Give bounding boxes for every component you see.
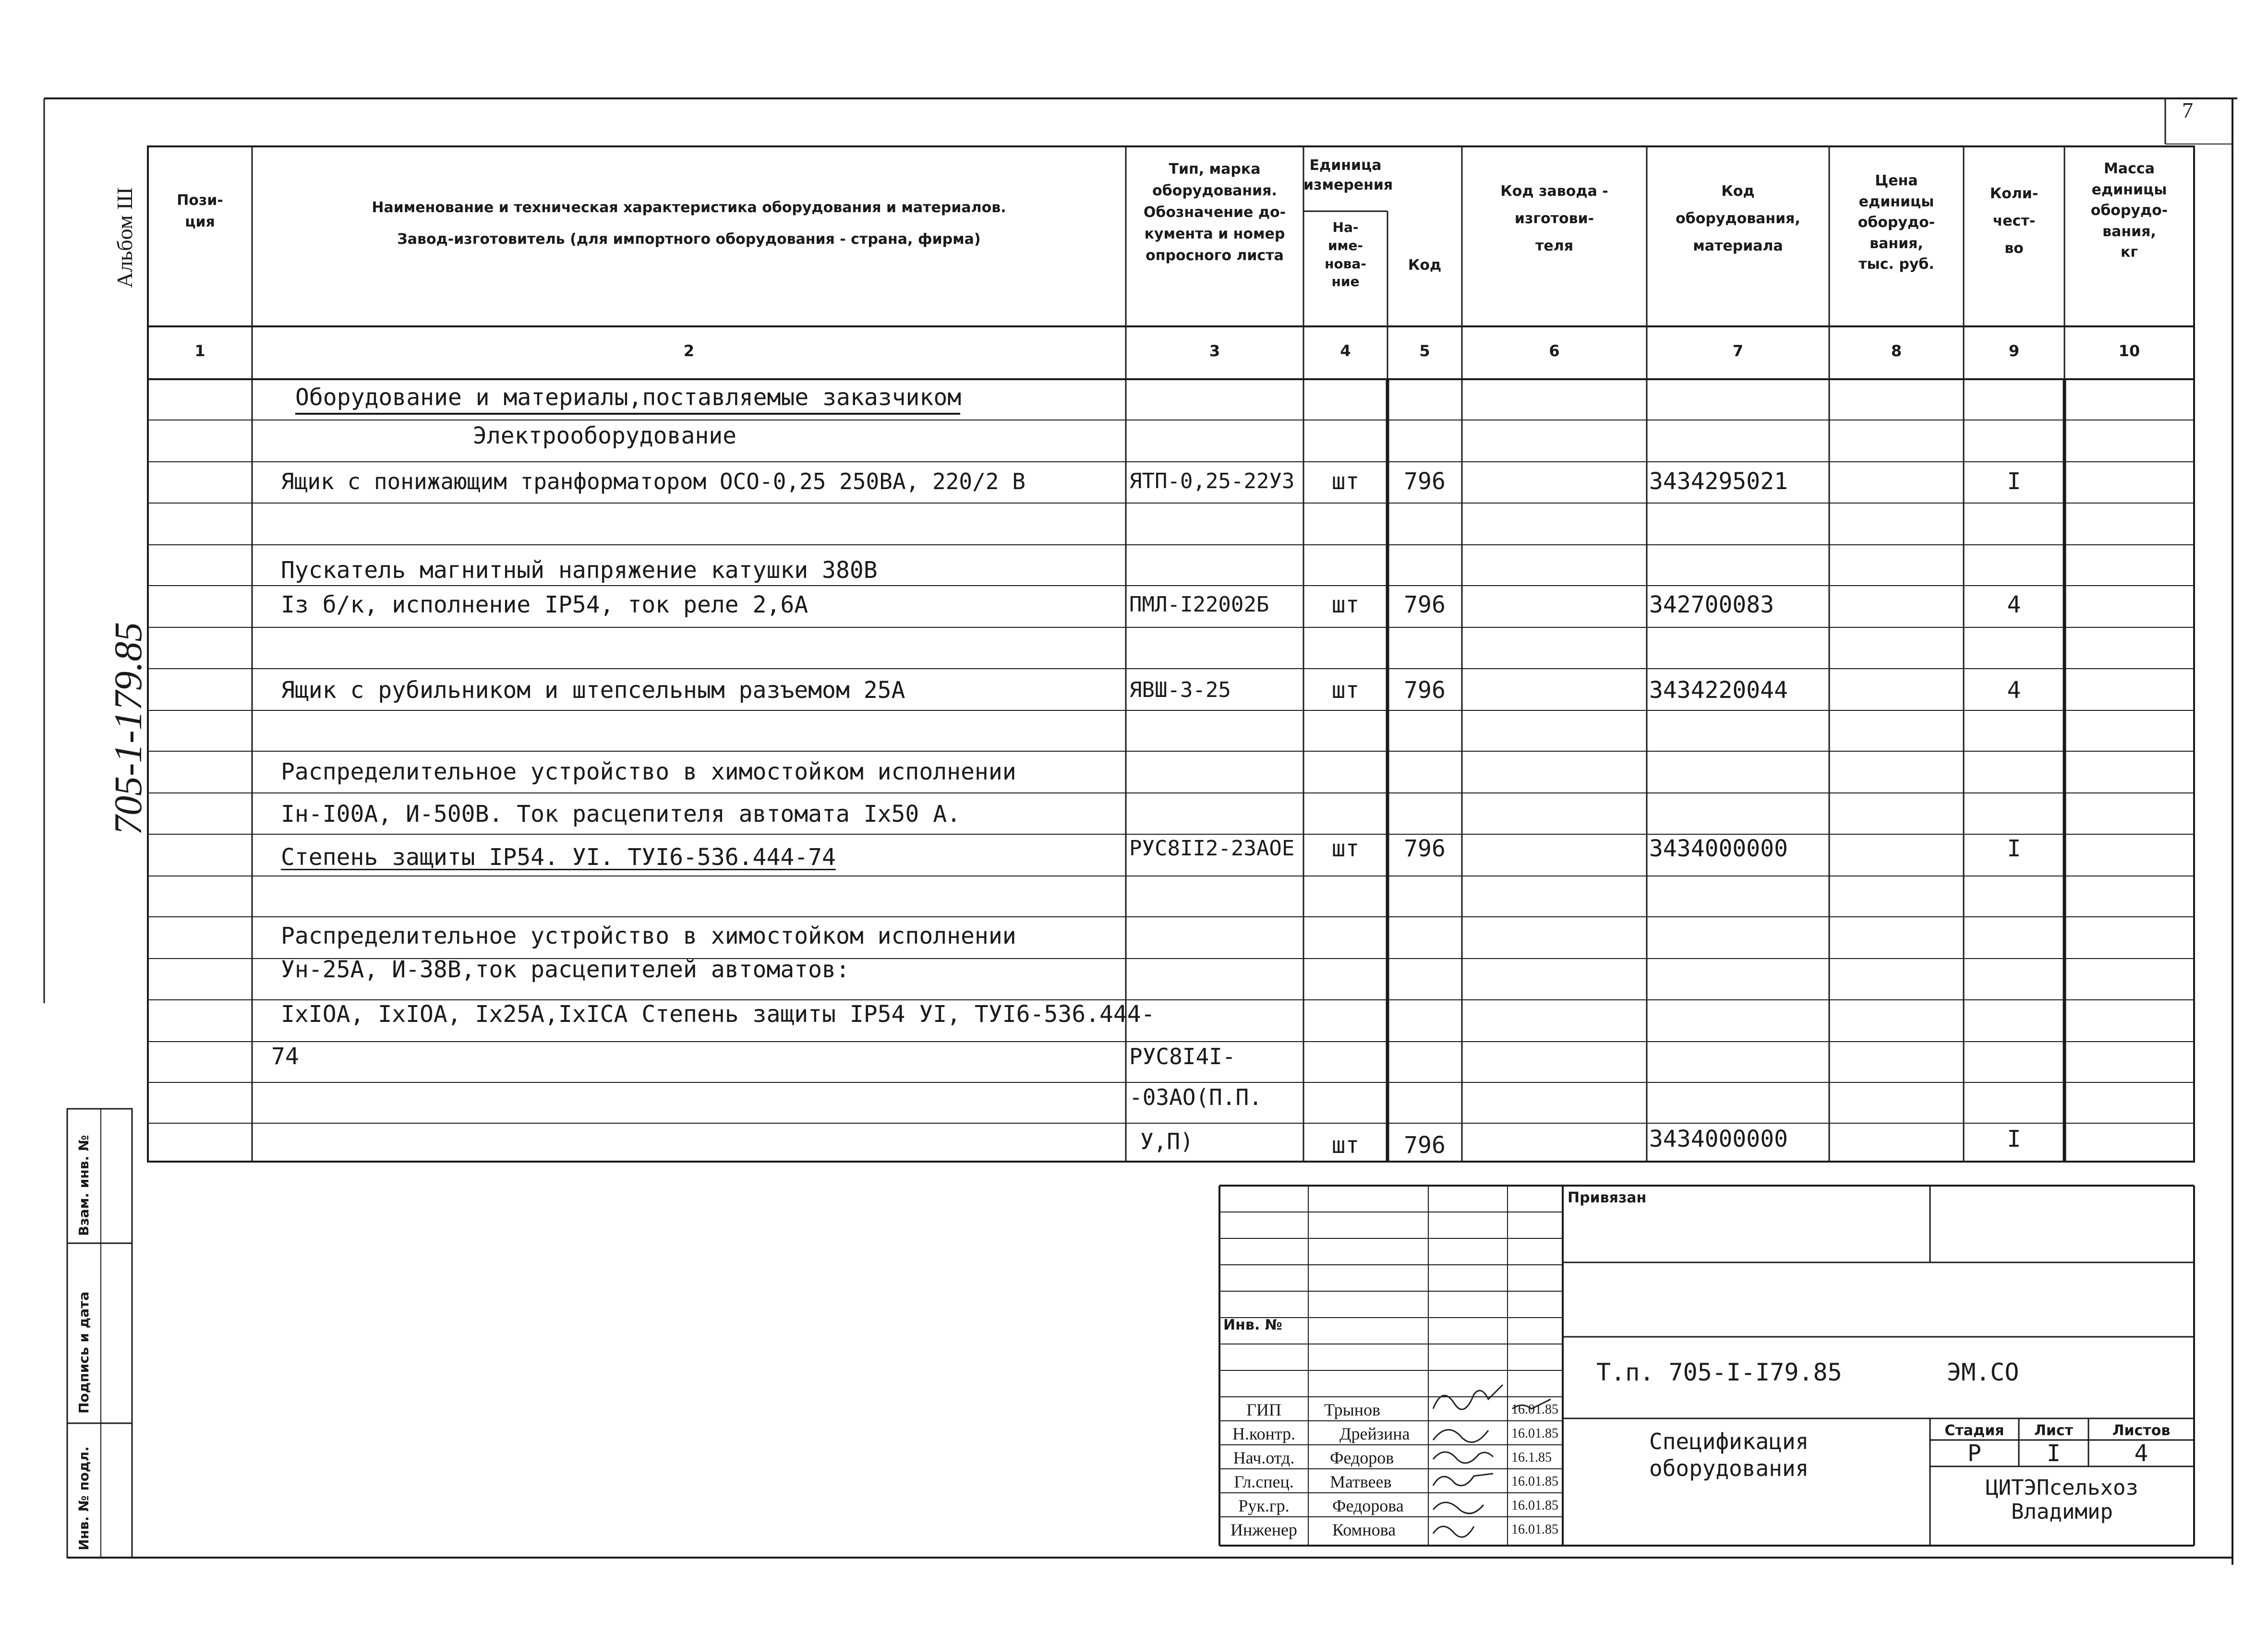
stamp-label-inv-podl: Инв. № подл.: [76, 1446, 92, 1550]
signatory-role: Рук.гр.: [1238, 1496, 1290, 1515]
item-name: Ящик с понижающим транформатором ОСО-0,25 250ВА, 220/2 В: [281, 468, 1025, 494]
sheet-value: I: [2047, 1440, 2061, 1467]
item-unit: шт: [1331, 1132, 1360, 1159]
privyazan-label: Привязан: [1568, 1189, 1647, 1206]
col-number: 1: [194, 342, 205, 360]
signatory-date: 16.01.85: [1511, 1522, 1558, 1537]
signatory-role: ГИП: [1246, 1400, 1281, 1419]
item-type-line: РУС8I4I-: [1129, 1044, 1236, 1069]
col-number: 6: [1549, 342, 1560, 360]
subsection-title: Электрооборудование: [473, 422, 737, 449]
item-unit: шт: [1331, 677, 1360, 704]
item-equipment-code: 3434000000: [1649, 835, 1788, 862]
signatory-date: 16.1.85: [1511, 1450, 1552, 1465]
signatory-role: Нач.отд.: [1233, 1448, 1295, 1467]
item-quantity: I: [2007, 835, 2021, 862]
item-name-line: IxIOA, IxIOA, Ix25A,IxICA Степень защиты IP54 УI, ТУI6-536.444-: [281, 1001, 1155, 1028]
col-number: 10: [2118, 342, 2140, 360]
item-name-line: Із б/к, исполнение IP54, ток реле 2,6А: [281, 591, 808, 618]
item-unit: шт: [1331, 468, 1360, 495]
item-name-line: Ун-25А, И-38В,ток расцепителей автоматов:: [281, 956, 850, 983]
item-name-line: Степень защиты IP54. УI. ТУI6-536.444-74: [281, 844, 836, 871]
stamp-label-signature-date: Подпись и дата: [76, 1291, 92, 1414]
signatory-name: Федорова: [1332, 1496, 1404, 1515]
item-name-line: Iн-I00А, И-500В. Ток расцепителя автомата Ix50 А.: [281, 801, 961, 828]
item-equipment-code: 342700083: [1649, 591, 1774, 618]
signatory-date: 16.01.85: [1511, 1474, 1558, 1489]
sheets-label: Листов: [2112, 1422, 2171, 1439]
organization: ЦИТЭПсельхоз Владимир: [1986, 1476, 2138, 1524]
item-quantity: I: [2007, 1126, 2021, 1152]
signatory-role: Гл.спец.: [1234, 1472, 1294, 1491]
signatory-role: Инженер: [1231, 1520, 1297, 1539]
item-unit-code: 796: [1404, 835, 1446, 862]
item-name-line: Распределительное устройство в химостойком исполнении: [281, 758, 1016, 785]
stage-label: Стадия: [1944, 1422, 2004, 1439]
item-quantity: 4: [2007, 591, 2021, 618]
col-number: 8: [1891, 342, 1902, 360]
item-unit-code: 796: [1404, 1132, 1446, 1159]
item-equipment-code: 3434000000: [1649, 1126, 1788, 1152]
col-number: 7: [1732, 342, 1744, 360]
col-header-quantity: Коли- чест- во: [1990, 185, 2039, 257]
col-header-price: Цена единицы оборудо- вания, тыс. руб.: [1858, 172, 1935, 273]
sheets-value: 4: [2134, 1440, 2148, 1467]
stage-value: Р: [1967, 1440, 1981, 1467]
col-number: 4: [1340, 342, 1351, 360]
signatory-name: Федоров: [1330, 1448, 1394, 1467]
col-number: 5: [1419, 342, 1430, 360]
item-quantity: I: [2007, 468, 2021, 495]
item-equipment-code: 3434295021: [1649, 468, 1788, 495]
col-header-mass: Масса единицы оборудо- вания, кг: [2090, 160, 2168, 261]
item-type: ЯВШ-3-25: [1129, 678, 1231, 702]
signatory-date: 16.01.85: [1511, 1426, 1558, 1441]
item-unit: шт: [1331, 835, 1360, 862]
item-type-line: У,П): [1140, 1128, 1194, 1154]
sheet-code: ЭМ.СО: [1947, 1358, 2019, 1386]
section-title: Оборудование и материалы,поставляемые заказчиком: [295, 384, 962, 411]
inv-no-label: Инв. №: [1223, 1317, 1282, 1333]
item-name-line: 74: [271, 1043, 299, 1070]
item-unit: шт: [1331, 591, 1360, 618]
sheet-label: Лист: [2034, 1422, 2074, 1439]
col-header-type: Тип, марка оборудования. Обозначение до- кумента и номер опросного листа: [1143, 161, 1286, 264]
signatory-name: Комнова: [1332, 1520, 1396, 1539]
item-unit-code: 796: [1404, 677, 1446, 704]
col-number: 2: [683, 342, 695, 360]
item-name-line: Распределительное устройство в химостойком исполнении: [281, 923, 1016, 949]
item-quantity: 4: [2007, 677, 2021, 704]
col-header-name: Наименование и техническая характеристика оборудования и материалов. Завод-изготовитель (для импортного оборудования - страна, фирма): [372, 199, 1006, 248]
item-type: РУС8II2-23АОЕ: [1129, 836, 1295, 861]
item-unit-code: 796: [1404, 591, 1446, 618]
col-header-position: Пози- ция: [177, 192, 223, 230]
col-header-factory-code: Код завода - изготови- теля: [1500, 183, 1608, 254]
item-name: Ящик с рубильником и штепсельным разъемом 25А: [281, 677, 905, 704]
col-number: 3: [1209, 342, 1220, 360]
album-label: Альбом Ш: [112, 187, 137, 288]
side-doc-code: 705-1-179.85: [106, 622, 150, 835]
document-title: Спецификация оборудования: [1649, 1428, 1809, 1481]
stamp-label-vzam: Взам. инв. №: [76, 1135, 92, 1236]
item-type: ЯТП-0,25-22УЗ: [1129, 469, 1295, 493]
item-name-line: Пускатель магнитный напряжение катушки 380В: [281, 557, 878, 584]
signatory-role: Н.контр.: [1232, 1424, 1296, 1443]
signatory-name: Матвеев: [1330, 1472, 1392, 1491]
col-number: 9: [2008, 342, 2020, 360]
signatory-name: Трынов: [1324, 1400, 1381, 1419]
item-unit-code: 796: [1404, 468, 1446, 495]
col-header-unit-group: Единица измерения: [1303, 157, 1393, 193]
signatory-date: 16.01.85: [1511, 1402, 1558, 1417]
item-equipment-code: 3434220044: [1649, 677, 1788, 704]
doc-number: Т.п. 705-I-I79.85: [1596, 1358, 1842, 1386]
signatory-date: 16.01.85: [1511, 1498, 1558, 1513]
col-header-unit-code: Код: [1408, 257, 1442, 274]
col-header-unit-name: На- име- нова- ние: [1325, 219, 1366, 290]
page-number: 7: [2182, 98, 2193, 122]
col-header-equipment-code: Код оборудования, материала: [1676, 183, 1800, 254]
item-type: ПМЛ-I22002Б: [1129, 592, 1269, 617]
item-type-line: -03АО(П.П.: [1129, 1084, 1262, 1110]
signatory-name: Дрейзина: [1339, 1424, 1410, 1443]
